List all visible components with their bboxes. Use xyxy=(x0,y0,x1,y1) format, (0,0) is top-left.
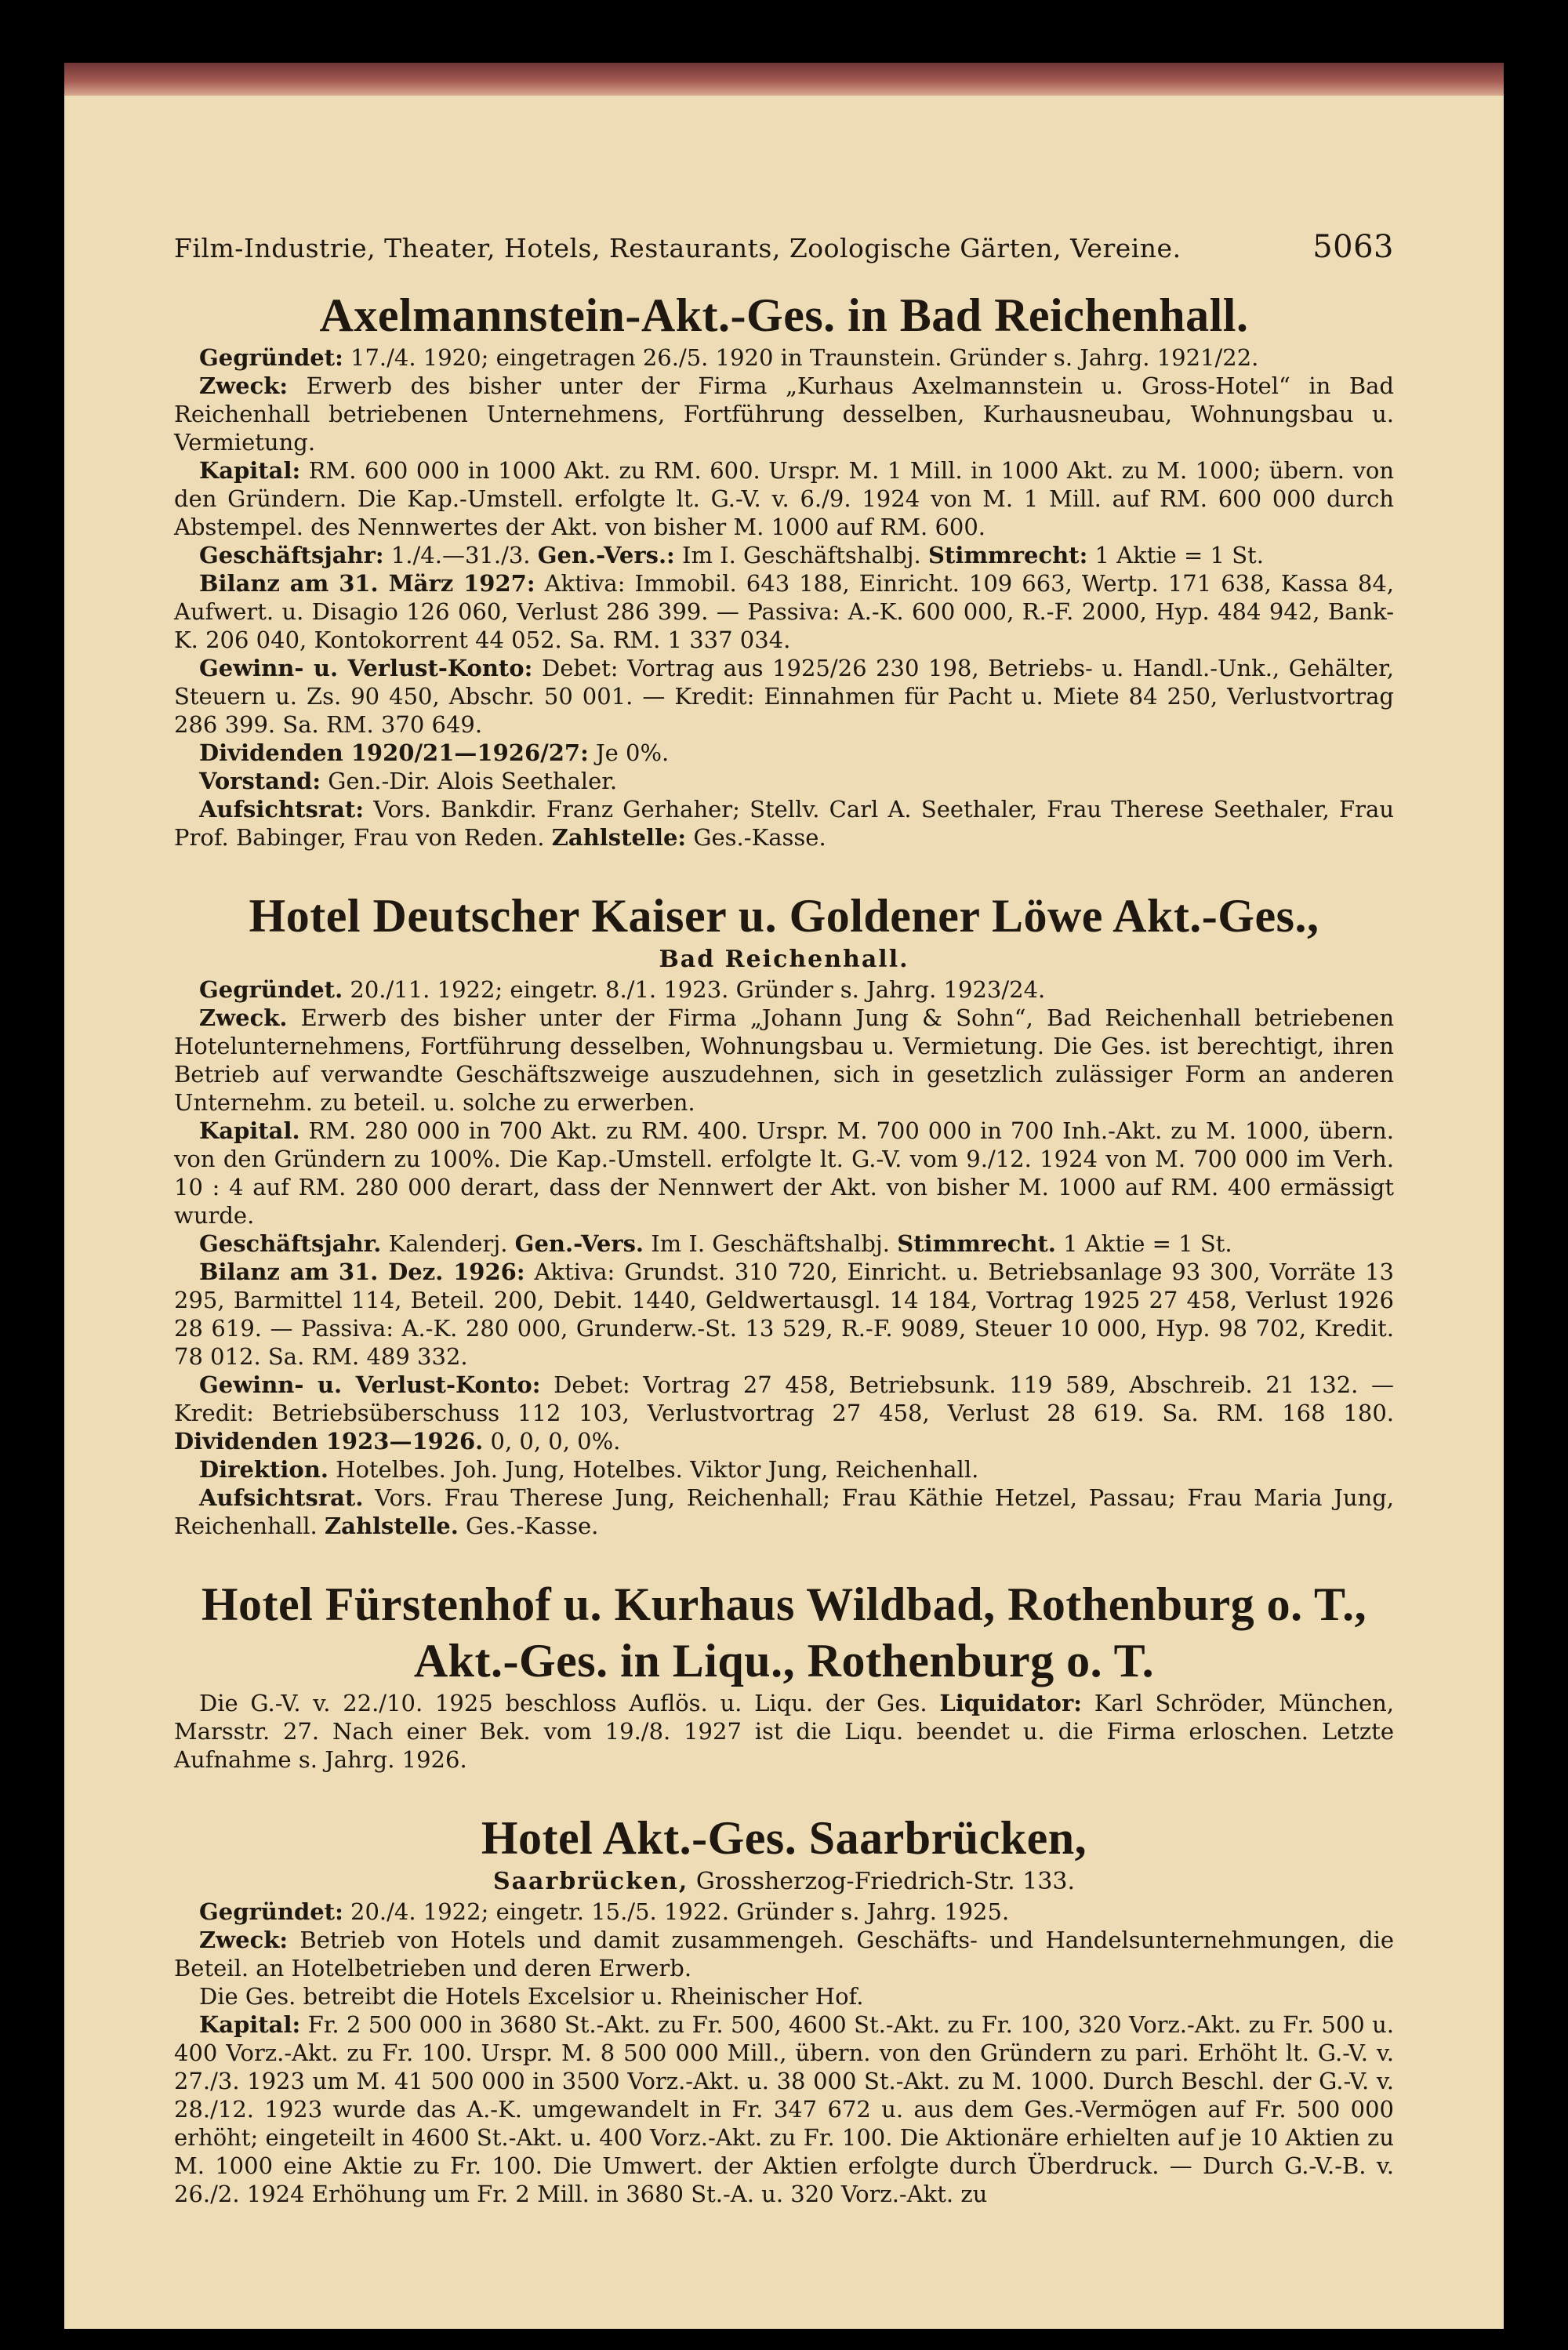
field-dividenden: Dividenden 1920/21—1926/27: Je 0%. xyxy=(199,739,670,766)
company-title: Hotel Akt.-Ges. Saarbrücken, xyxy=(481,1812,1087,1864)
field-bilanz: Bilanz am 31. März 1927: Aktiva: Immobil. 643 188, Einricht. 109 663, Wertp. 171 638, Kassa 84, Aufwert. u. Disagio 126 060, Verlust 286 399. — Passiva: A.-K. 600 000, R.-F. 2000, Hyp. 484 942, Bank-K. 206 040, Kontokorrent 44 052. Sa. RM. 1 337 034. xyxy=(174,570,1394,653)
field-gewinn-verlust: Gewinn- u. Verlust-Konto: Debet: Vortrag aus 1925/26 230 198, Betriebs- u. Handl.-Unk., Gehälter, Steuern u. Zs. 90 450, Abschr. 50 001. — Kredit: Einnahmen für Pacht u. Miete 84 250, Verlustvortrag 286 399. Sa. RM. 370 649. xyxy=(174,655,1394,738)
company-title: Hotel Deutscher Kaiser u. Goldener Löwe Akt.-Ges., xyxy=(249,890,1319,942)
field-gegruendet: Gegründet: 17./4. 1920; eingetragen 26./5. 1920 in Traunstein. Gründer s. Jahrg. 1921/22. xyxy=(199,344,1259,371)
company-entry-deutscher-kaiser xyxy=(174,888,1394,1540)
field-zweck: Zweck. Erwerb des bisher unter der Firma „Johann Jung & Sohn“, Bad Reichenhall betriebenen Hotelunternehmens, Fortführung desselben, Wohnungsbau u. Vermietung. Die Ges. ist berechtigt, ihren Betrieb auf verwandte Geschäftszweige auszudehnen, sich in gesetzlich zulässiger Form an anderen Unternehm. zu beteil. u. solche zu erwerben. xyxy=(174,1004,1395,1116)
company-entry-fuerstenhof xyxy=(174,1576,1394,1774)
field-liquidation: Die G.-V. v. 22./10. 1925 beschloss Auflös. u. Liqu. der Ges. Liquidator: Karl Schröder, München, Marsstr. 27. Nach einer Bek. vom 19./8. 1927 ist die Liqu. beendet u. die Firma erloschen. Letzte Aufnahme s. Jahrg. 1926. xyxy=(174,1690,1395,1773)
company-title: Axelmannstein-Akt.-Ges. in Bad Reichenhall. xyxy=(319,289,1249,341)
page-number: 5063 xyxy=(1312,229,1394,265)
company-entry-saarbruecken xyxy=(174,1810,1394,2208)
company-location: Saarbrücken, Grossherzog-Friedrich-Str. 133. xyxy=(492,1868,1076,1895)
field-zweck: Zweck: Erwerb des bisher unter der Firma „Kurhaus Axelmannstein u. Gross-Hotel“ in Bad Reichenhall betriebenen Unternehmens, Fortführung desselben, Kurhausneubau, Wohnungsbau u. Vermietung. xyxy=(174,372,1394,456)
field-gegruendet: Gegründet. 20./11. 1922; eingetr. 8./1. 1923. Gründer s. Jahrg. 1923/24. xyxy=(199,976,1046,1003)
company-location: Bad Reichenhall. xyxy=(659,946,909,973)
field-bilanz: Bilanz am 31. Dez. 1926: Aktiva: Grundst. 310 720, Einricht. u. Betriebsanlage 93 300, Vorräte 13 295, Barmittel 114, Beteil. 200, Debit. 1440, Geldwertausgl. 14 184, Vortrag 1925 27 458, Verlust 1926 28 619. — Passiva: A.-K. 280 000, Grunderw.-St. 13 529, R.-F. 9089, Steuer 10 000, Hyp. 98 702, Kredit. 78 012. Sa. RM. 489 332. xyxy=(174,1259,1394,1370)
binding-edge xyxy=(64,63,1504,96)
scanned-page xyxy=(64,63,1504,2329)
running-head-title: Film-Industrie, Theater, Hotels, Restaurants, Zoologische Gärten, Vereine. xyxy=(174,233,1181,263)
field-gegruendet: Gegründet: 20./4. 1922; eingetr. 15./5. 1922. Gründer s. Jahrg. 1925. xyxy=(199,1898,1010,1925)
field-aufsichtsrat: Aufsichtsrat. Vors. Frau Therese Jung, Reichenhall; Frau Käthie Hetzel, Passau; Frau Maria Jung, Reichenhall. Zahlstelle. Ges.-Kasse. xyxy=(174,1484,1394,1539)
field-kapital: Kapital: RM. 600 000 in 1000 Akt. zu RM. 600. Urspr. M. 1 Mill. in 1000 Akt. zu M. 1000; übern. von den Gründern. Die Kap.-Umstell. erfolgte lt. G.-V. v. 6./9. 1924 von M. 1 Mill. auf RM. 600 000 durch Abstempel. des Nennwertes der Akt. von bisher M. 1000 auf RM. 600. xyxy=(174,457,1395,540)
field-aufsichtsrat: Aufsichtsrat: Vors. Bankdir. Franz Gerhaher; Stellv. Carl A. Seethaler, Frau Therese Seethaler, Frau Prof. Babinger, Frau von Reden. Zahlstelle: Ges.-Kasse. xyxy=(174,796,1394,851)
company-title-line2: Akt.-Ges. in Liqu., Rothenburg o. T. xyxy=(413,1635,1155,1687)
company-entry-axelmannstein xyxy=(174,287,1394,852)
page-body xyxy=(64,96,1504,2329)
company-title: Hotel Fürstenhof u. Kurhaus Wildbad, Rothenburg o. T., xyxy=(201,1578,1367,1630)
field-direktion: Direktion. Hotelbes. Joh. Jung, Hotelbes. Viktor Jung, Reichenhall. xyxy=(199,1456,979,1483)
field-zweck: Zweck: Betrieb von Hotels und damit zusammengeh. Geschäfts- und Handelsunternehmungen, die Beteil. an Hotelbetrieben und deren Erwerb. xyxy=(174,1927,1395,1981)
field-kapital: Kapital: Fr. 2 500 000 in 3680 St.-Akt. zu Fr. 500, 4600 St.-Akt. zu Fr. 100, 320 Vorz.-Akt. zu Fr. 500 u. 400 Vorz.-Akt. zu Fr. 100. Urspr. M. 8 500 000 Mill., übern. von den Gründern zu pari. Erhöht lt. G.-V. v. 27./3. 1923 um M. 41 500 000 in 3500 Vorz.-Akt. u. 38 000 St.-Akt. zu M. 1000. Durch Beschl. der G.-V. v. 28./12. 1923 wurde das A.-K. umgewandelt in Fr. 347 672 u. aus dem Ges.-Vermögen auf Fr. 500 000 erhöht; eingeteilt in 4600 St.-Akt. u. 400 Vorz.-Akt. zu Fr. 100. Die Aktionäre erhielten auf je 10 Aktien zu M. 1000 eine Aktie zu Fr. 100. Die Umwert. der Aktien erfolgte durch Überdruck. — Durch G.-V.-B. v. 26./2. 1924 Erhöhung um Fr. 2 Mill. in 3680 St.-A. u. 320 Vorz.-Akt. zu xyxy=(174,2011,1395,2207)
field-hotels: Die Ges. betreibt die Hotels Excelsior u. Rheinischer Hof. xyxy=(199,1983,864,2010)
field-geschaeftsjahr: Geschäftsjahr. Kalenderj. Gen.-Vers. Im I. Geschäftshalbj. Stimmrecht. 1 Aktie = 1 St. xyxy=(199,1230,1232,1257)
field-vorstand: Vorstand: Gen.-Dir. Alois Seethaler. xyxy=(199,768,618,794)
field-geschaeftsjahr: Geschäftsjahr: 1./4.—31./3. Gen.-Vers.: Im I. Geschäftshalbj. Stimmrecht: 1 Aktie = 1 St. xyxy=(199,542,1264,568)
field-gewinn-verlust: Gewinn- u. Verlust-Konto: Debet: Vortrag 27 458, Betriebsunk. 119 589, Abschreib. 21 132. — Kredit: Betriebsüberschuss 112 103, Verlustvortrag 27 458, Verlust 28 619. Sa. RM. 168 180. Dividenden 1923—1926. 0, 0, 0, 0%. xyxy=(174,1371,1394,1455)
field-kapital: Kapital. RM. 280 000 in 700 Akt. zu RM. 400. Urspr. M. 700 000 in 700 Inh.-Akt. zu M. 1000, übern. von den Gründern zu 100%. Die Kap.-Umstell. erfolgte lt. G.-V. vom 9./12. 1924 von M. 700 000 im Verh. 10 : 4 auf RM. 280 000 derart, dass der Nennwert der Akt. von bisher M. 1000 auf RM. 400 ermässigt wurde. xyxy=(174,1117,1395,1229)
running-head xyxy=(174,229,1394,265)
